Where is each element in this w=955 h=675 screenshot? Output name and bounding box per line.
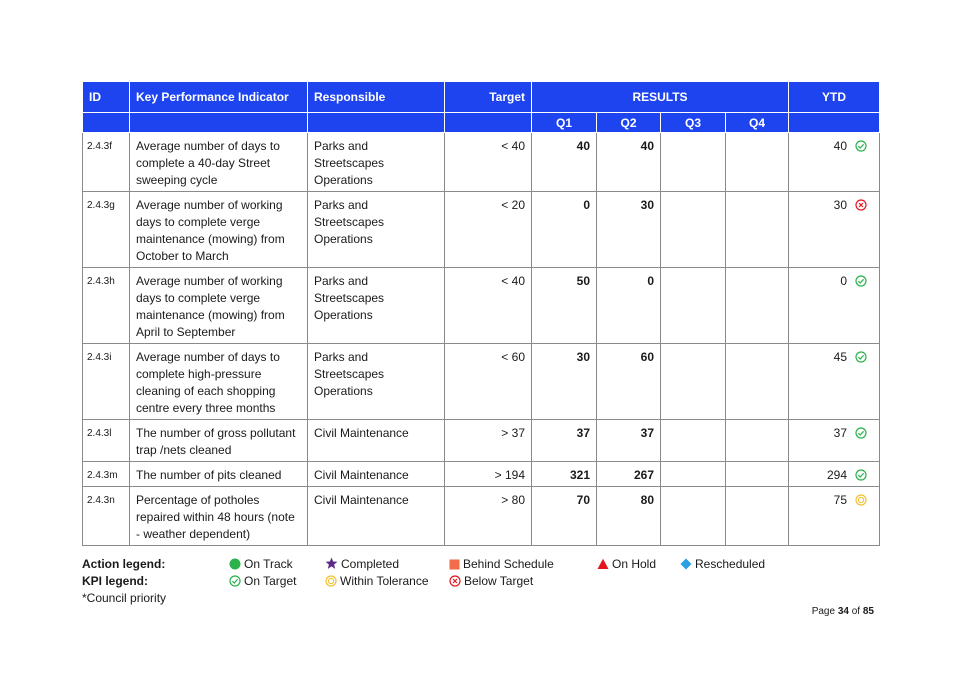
page-prefix: Page bbox=[811, 606, 836, 617]
header-id: ID bbox=[83, 82, 130, 113]
row-q1: 321 bbox=[532, 462, 597, 487]
below-target-icon bbox=[449, 575, 461, 587]
page-number bbox=[812, 606, 874, 617]
on-target-icon bbox=[229, 575, 241, 587]
row-q1: 50 bbox=[532, 268, 597, 344]
row-target: > 80 bbox=[445, 487, 532, 546]
row-q1: 37 bbox=[532, 420, 597, 462]
subheader-row bbox=[83, 113, 880, 133]
row-ytd bbox=[789, 268, 880, 344]
row-q4 bbox=[726, 133, 789, 192]
row-kpi: Percentage of potholes repaired within 48 hours (note - weather dependent) bbox=[130, 487, 308, 546]
legend-within-tolerance-label: Within Tolerance bbox=[340, 574, 429, 588]
table-row bbox=[83, 462, 880, 487]
legend-on-hold bbox=[597, 557, 656, 571]
on-track-icon bbox=[229, 558, 241, 570]
row-ytd bbox=[789, 462, 880, 487]
diamond-icon bbox=[680, 558, 692, 570]
row-q2: 37 bbox=[597, 420, 661, 462]
subheader-empty bbox=[308, 113, 445, 133]
row-target: < 60 bbox=[445, 344, 532, 420]
row-responsible: Parks and Streetscapes Operations bbox=[308, 133, 445, 192]
table-row bbox=[83, 487, 880, 546]
on-target-icon bbox=[855, 427, 867, 439]
row-responsible: Civil Maintenance bbox=[308, 420, 445, 462]
row-q1: 70 bbox=[532, 487, 597, 546]
action-legend-title: Action legend: bbox=[82, 557, 166, 571]
row-kpi: The number of gross pollutant trap /nets cleaned bbox=[130, 420, 308, 462]
row-q1: 40 bbox=[532, 133, 597, 192]
row-target: > 37 bbox=[445, 420, 532, 462]
legend-on-target bbox=[229, 574, 296, 588]
row-responsible: Civil Maintenance bbox=[308, 462, 445, 487]
kpi-table bbox=[82, 81, 880, 546]
row-q2: 40 bbox=[597, 133, 661, 192]
row-target: < 40 bbox=[445, 133, 532, 192]
row-id: 2.4.3l bbox=[83, 420, 130, 462]
row-q4 bbox=[726, 268, 789, 344]
legend-within-tolerance bbox=[325, 574, 429, 588]
header-results: RESULTS bbox=[532, 82, 789, 113]
row-ytd bbox=[789, 192, 880, 268]
header-q1: Q1 bbox=[532, 113, 597, 133]
square-icon bbox=[449, 559, 460, 570]
row-kpi: Average number of days to complete a 40-day Street sweeping cycle bbox=[130, 133, 308, 192]
row-responsible: Parks and Streetscapes Operations bbox=[308, 344, 445, 420]
row-q4 bbox=[726, 420, 789, 462]
legend-rescheduled bbox=[680, 557, 765, 571]
subheader-empty bbox=[83, 113, 130, 133]
subheader-empty bbox=[789, 113, 880, 133]
header-ytd: YTD bbox=[789, 82, 880, 113]
row-q3 bbox=[661, 133, 726, 192]
on-target-icon bbox=[855, 469, 867, 481]
row-q1: 30 bbox=[532, 344, 597, 420]
row-id: 2.4.3m bbox=[83, 462, 130, 487]
legend-below-target-label: Below Target bbox=[464, 574, 534, 588]
table-row bbox=[83, 420, 880, 462]
row-ytd-value: 294 bbox=[826, 468, 847, 482]
header-q3: Q3 bbox=[661, 113, 726, 133]
star-icon bbox=[325, 557, 338, 570]
table-row bbox=[83, 192, 880, 268]
row-responsible: Civil Maintenance bbox=[308, 487, 445, 546]
legend-on-target-label: On Target bbox=[244, 574, 297, 588]
page-total: 85 bbox=[862, 606, 874, 617]
page-current: 34 bbox=[837, 606, 849, 617]
row-q2: 0 bbox=[597, 268, 661, 344]
row-ytd bbox=[789, 420, 880, 462]
row-target: < 20 bbox=[445, 192, 532, 268]
kpi-legend-title: KPI legend: bbox=[82, 574, 149, 588]
row-q3 bbox=[661, 268, 726, 344]
row-kpi: Average number of working days to complete verge maintenance (mowing) from April to September bbox=[130, 268, 308, 344]
row-q4 bbox=[726, 462, 789, 487]
table-row bbox=[83, 268, 880, 344]
row-kpi: Average number of days to complete high-pressure cleaning of each shopping centre every three months bbox=[130, 344, 308, 420]
row-kpi: The number of pits cleaned bbox=[130, 462, 308, 487]
on-target-icon bbox=[855, 275, 867, 287]
legend-behind-schedule bbox=[449, 557, 554, 571]
legend-behind-schedule-label: Behind Schedule bbox=[463, 557, 554, 571]
row-q3 bbox=[661, 487, 726, 546]
legend-below-target bbox=[449, 574, 533, 588]
row-ytd-value: 75 bbox=[833, 493, 847, 507]
row-id: 2.4.3i bbox=[83, 344, 130, 420]
row-q2: 30 bbox=[597, 192, 661, 268]
row-q2: 267 bbox=[597, 462, 661, 487]
below-target-icon bbox=[855, 199, 867, 211]
row-id: 2.4.3g bbox=[83, 192, 130, 268]
within-tolerance-icon bbox=[325, 575, 337, 587]
legend-rescheduled-label: Rescheduled bbox=[695, 557, 766, 571]
row-q1: 0 bbox=[532, 192, 597, 268]
row-ytd-value: 0 bbox=[840, 274, 847, 288]
row-q2: 60 bbox=[597, 344, 661, 420]
triangle-icon bbox=[597, 558, 609, 570]
header-q4: Q4 bbox=[726, 113, 789, 133]
legend-completed-label: Completed bbox=[341, 557, 400, 571]
row-q3 bbox=[661, 344, 726, 420]
table-row bbox=[83, 344, 880, 420]
header-q2: Q2 bbox=[597, 113, 661, 133]
row-q3 bbox=[661, 192, 726, 268]
row-kpi: Average number of working days to complete verge maintenance (mowing) from October to March bbox=[130, 192, 308, 268]
header-row bbox=[83, 82, 880, 113]
row-target: < 40 bbox=[445, 268, 532, 344]
row-id: 2.4.3n bbox=[83, 487, 130, 546]
row-ytd-value: 45 bbox=[833, 350, 847, 364]
row-target: > 194 bbox=[445, 462, 532, 487]
row-q3 bbox=[661, 462, 726, 487]
row-id: 2.4.3h bbox=[83, 268, 130, 344]
row-ytd-value: 40 bbox=[833, 139, 847, 153]
row-q4 bbox=[726, 344, 789, 420]
within-tolerance-icon bbox=[855, 494, 867, 506]
row-q4 bbox=[726, 192, 789, 268]
header-responsible: Responsible bbox=[308, 82, 445, 113]
legend-on-track-label: On Track bbox=[244, 557, 293, 571]
legend-completed bbox=[325, 557, 399, 571]
header-target: Target bbox=[445, 82, 532, 113]
row-q4 bbox=[726, 487, 789, 546]
legend-on-hold-label: On Hold bbox=[612, 557, 657, 571]
on-target-icon bbox=[855, 140, 867, 152]
row-ytd bbox=[789, 344, 880, 420]
table-row bbox=[83, 133, 880, 192]
row-responsible: Parks and Streetscapes Operations bbox=[308, 268, 445, 344]
row-id: 2.4.3f bbox=[83, 133, 130, 192]
row-q2: 80 bbox=[597, 487, 661, 546]
legend-on-track bbox=[229, 557, 293, 571]
row-responsible: Parks and Streetscapes Operations bbox=[308, 192, 445, 268]
row-ytd-value: 30 bbox=[833, 198, 847, 212]
subheader-empty bbox=[130, 113, 308, 133]
row-q3 bbox=[661, 420, 726, 462]
council-priority-note: *Council priority bbox=[82, 591, 167, 605]
row-ytd-value: 37 bbox=[833, 426, 847, 440]
page-of: of bbox=[851, 606, 861, 617]
row-ytd bbox=[789, 133, 880, 192]
on-target-icon bbox=[855, 351, 867, 363]
subheader-empty bbox=[445, 113, 532, 133]
row-ytd bbox=[789, 487, 880, 546]
header-kpi: Key Performance Indicator bbox=[130, 82, 308, 113]
